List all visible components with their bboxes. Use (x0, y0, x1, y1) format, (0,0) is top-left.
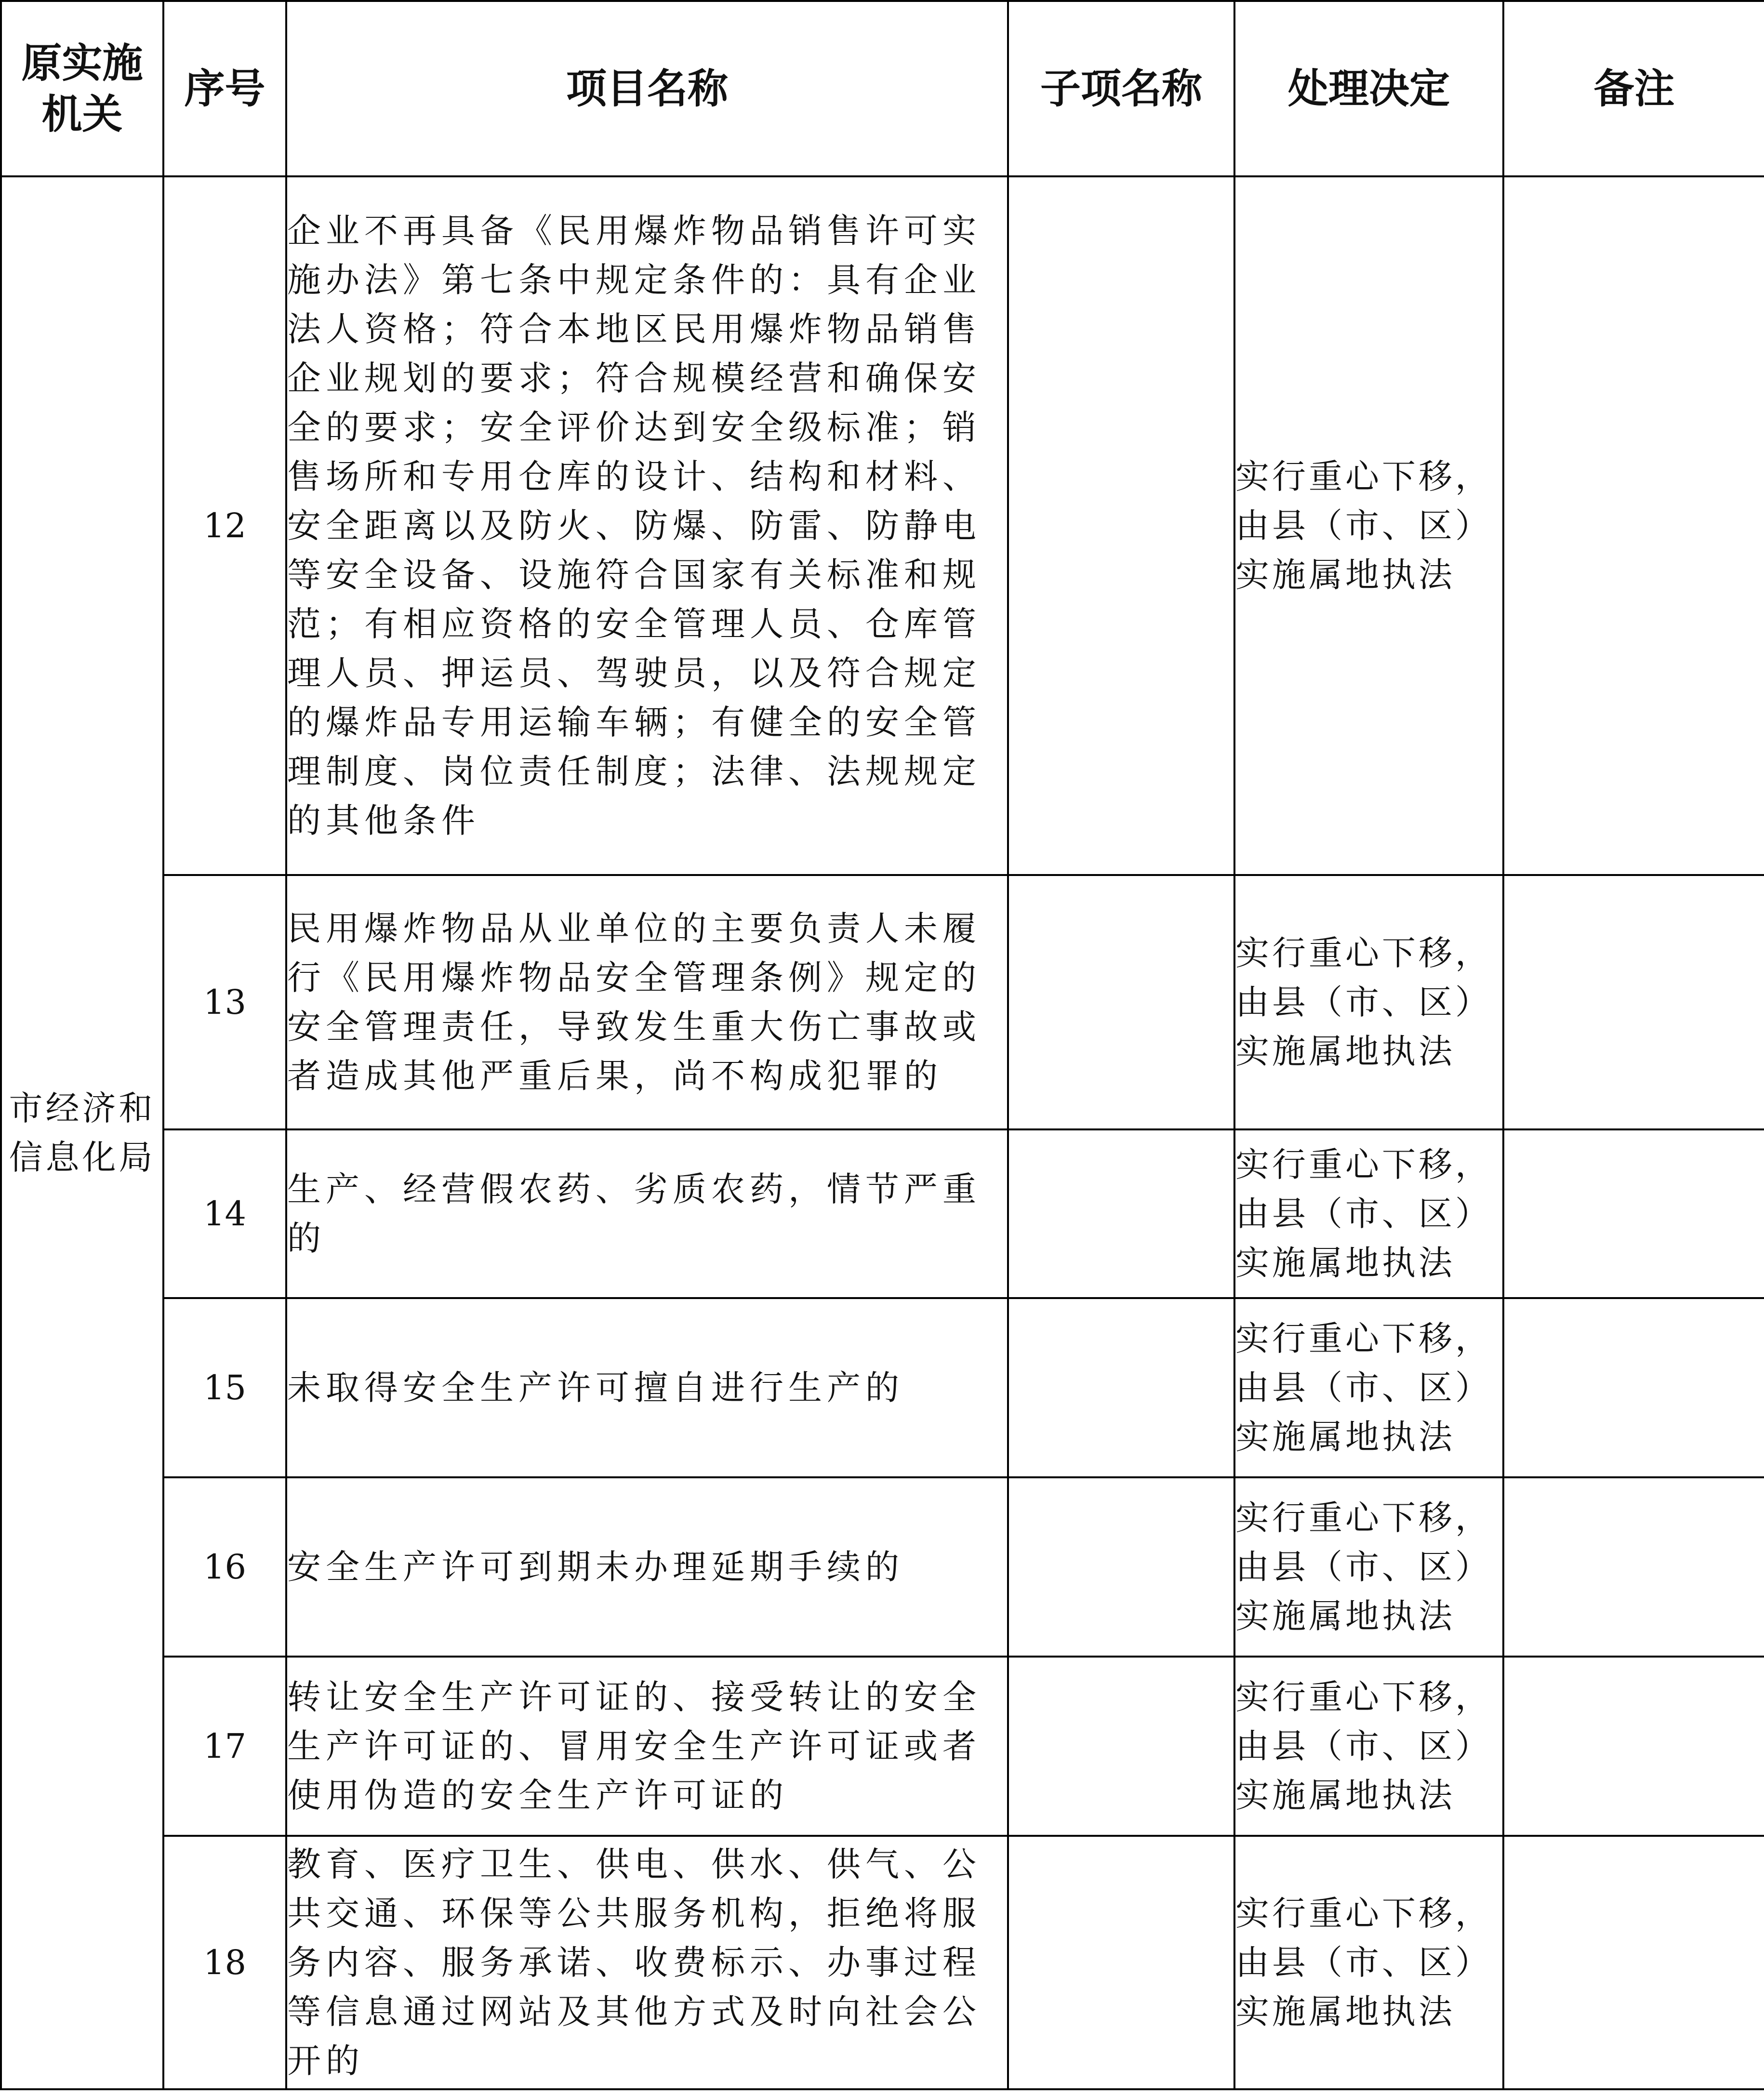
item-cell: 企业不再具备《民用爆炸物品销售许可实施办法》第七条中规定条件的：具有企业法人资格；符合本地区民用爆炸物品销售企业规划的要求；符合规模经营和确保安全的要求；安全评价达到安全级标准；销售场所和专用仓库的设计、结构和材料、安全距离以及防火、防爆、防雷、防静电等安全设备、设施符合国家有关标准和规范；有相应资格的安全管理人员、仓库管理人员、押运员、驾驶员，以及符合规定的爆炸品专用运输车辆；有健全的安全管理制度、岗位责任制度；法律、法规规定的其他条件 (286, 176, 1008, 875)
table-row (1, 1657, 1764, 1836)
header-seq: 序号 (163, 1, 286, 176)
table-row (1, 1129, 1764, 1298)
seq-cell: 18 (163, 1836, 286, 2089)
remark-cell (1503, 875, 1764, 1129)
subitem-cell (1008, 875, 1234, 1129)
subitem-cell (1008, 1477, 1234, 1657)
decision-cell: 实行重心下移，由县（市、区）实施属地执法 (1234, 875, 1503, 1129)
remark-cell (1503, 1477, 1764, 1657)
header-remark: 备注 (1503, 1, 1764, 176)
decision-cell: 实行重心下移，由县（市、区）实施属地执法 (1234, 176, 1503, 875)
subitem-cell (1008, 1657, 1234, 1836)
seq-cell: 13 (163, 875, 286, 1129)
remark-cell (1503, 1129, 1764, 1298)
decision-cell: 实行重心下移，由县（市、区）实施属地执法 (1234, 1657, 1503, 1836)
decision-cell: 实行重心下移，由县（市、区）实施属地执法 (1234, 1298, 1503, 1477)
header-item: 项目名称 (286, 1, 1008, 176)
subitem-cell (1008, 1836, 1234, 2089)
table-row (1, 875, 1764, 1129)
table-row (1, 1836, 1764, 2089)
remark-cell (1503, 176, 1764, 875)
seq-cell: 12 (163, 176, 286, 875)
remark-cell (1503, 1298, 1764, 1477)
item-cell: 教育、医疗卫生、供电、供水、供气、公共交通、环保等公共服务机构，拒绝将服务内容、服务承诺、收费标示、办事过程等信息通过网站及其他方式及时向社会公开的 (286, 1836, 1008, 2089)
decision-cell: 实行重心下移，由县（市、区）实施属地执法 (1234, 1129, 1503, 1298)
item-cell: 转让安全生产许可证的、接受转让的安全生产许可证的、冒用安全生产许可证或者使用伪造的安全生产许可证的 (286, 1657, 1008, 1836)
item-cell: 安全生产许可到期未办理延期手续的 (286, 1477, 1008, 1657)
seq-cell: 17 (163, 1657, 286, 1836)
seq-cell: 14 (163, 1129, 286, 1298)
agency-cell: 市经济和信息化局 (1, 176, 163, 2089)
table-row (1, 1477, 1764, 1657)
decision-cell: 实行重心下移，由县（市、区）实施属地执法 (1234, 1836, 1503, 2089)
remark-cell (1503, 1657, 1764, 1836)
header-agency: 原实施机关 (1, 1, 163, 176)
seq-cell: 16 (163, 1477, 286, 1657)
subitem-cell (1008, 1129, 1234, 1298)
decision-cell: 实行重心下移，由县（市、区）实施属地执法 (1234, 1477, 1503, 1657)
header-subitem: 子项名称 (1008, 1, 1234, 176)
seq-cell: 15 (163, 1298, 286, 1477)
remark-cell (1503, 1836, 1764, 2089)
item-cell: 生产、经营假农药、劣质农药，情节严重的 (286, 1129, 1008, 1298)
subitem-cell (1008, 176, 1234, 875)
table-row (1, 1298, 1764, 1477)
header-decision: 处理决定 (1234, 1, 1503, 176)
table-row (1, 176, 1764, 875)
subitem-cell (1008, 1298, 1234, 1477)
item-cell: 未取得安全生产许可擅自进行生产的 (286, 1298, 1008, 1477)
header-row (1, 1, 1764, 176)
item-cell: 民用爆炸物品从业单位的主要负责人未履行《民用爆炸物品安全管理条例》规定的安全管理责任，导致发生重大伤亡事故或者造成其他严重后果，尚不构成犯罪的 (286, 875, 1008, 1129)
